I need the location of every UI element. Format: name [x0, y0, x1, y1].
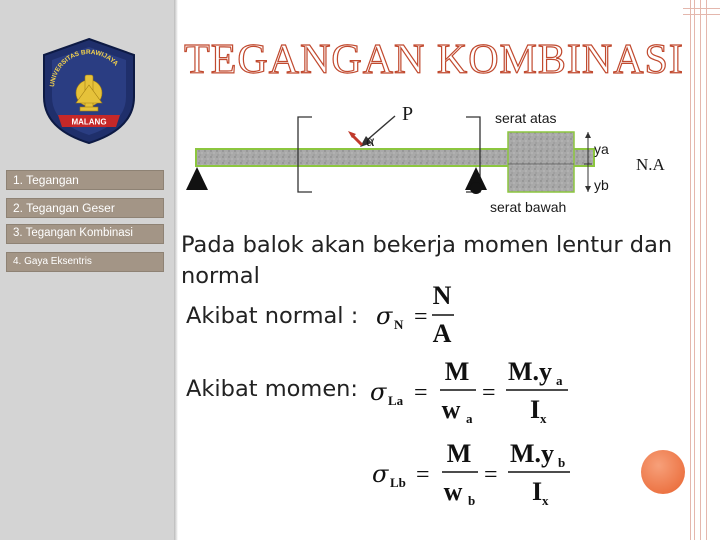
formula-bottom-fiber	[368, 436, 582, 516]
load-label: P	[402, 103, 414, 125]
svg-text:=: =	[416, 462, 430, 488]
moment-label: Akibat momen:	[186, 376, 359, 402]
svg-text:M: M	[444, 357, 470, 386]
frame-line	[683, 14, 720, 15]
svg-text:b: b	[558, 455, 566, 470]
frame-line	[706, 0, 707, 540]
body-text-line-1: Pada balok akan bekerja momen lentur dan	[181, 232, 673, 258]
svg-text:x: x	[540, 411, 547, 426]
formula-normal	[370, 282, 470, 346]
svg-text:MALANG: MALANG	[71, 117, 107, 127]
decorative-circle-icon	[641, 450, 685, 494]
sigma-symbol: σ	[376, 302, 393, 330]
university-logo-icon	[40, 37, 138, 145]
svg-text:M.y: M.y	[510, 439, 555, 468]
top-fiber-label: serat atas	[495, 110, 557, 126]
equals-sign: =	[414, 304, 428, 330]
svg-text:UNIVERSITAS BRAWIJAYA: UNIVERSITAS BRAWIJAYA	[49, 48, 120, 88]
sidebar-item-tegangan-geser[interactable]: 2. Tegangan Geser	[6, 198, 164, 218]
svg-text:w: w	[443, 477, 463, 506]
svg-text:=: =	[414, 380, 428, 406]
frame-line	[683, 8, 720, 9]
numerator: N	[432, 282, 452, 310]
frame-line	[700, 0, 701, 540]
svg-text:M.y: M.y	[508, 357, 553, 386]
sidebar-item-tegangan[interactable]: 1. Tegangan	[6, 170, 164, 190]
beam-diagram	[180, 100, 700, 210]
page-title: TEGANGAN KOMBINASI	[184, 37, 684, 83]
svg-text:w: w	[441, 395, 461, 424]
svg-text:a: a	[556, 373, 563, 388]
sidebar-item-tegangan-kombinasi[interactable]: 3. Tegangan Kombinasi	[6, 224, 164, 244]
neutral-axis-label: N.A	[636, 155, 665, 174]
formula-top-fiber	[366, 354, 580, 430]
svg-text:x: x	[542, 493, 549, 508]
svg-text:b: b	[468, 493, 476, 508]
denominator: A	[432, 319, 452, 346]
sidebar-item-gaya-eksentris[interactable]: 4. Gaya Eksentris	[6, 252, 164, 272]
svg-text:=: =	[484, 462, 498, 488]
cross-section	[508, 132, 574, 192]
svg-text:La: La	[388, 393, 404, 408]
bottom-fiber-label: serat bawah	[490, 199, 567, 215]
svg-text:σ: σ	[370, 378, 387, 406]
subscript: N	[394, 317, 404, 332]
svg-text:σ: σ	[372, 460, 389, 488]
svg-text:I: I	[532, 477, 543, 506]
ya-label: ya	[594, 141, 609, 157]
pin-support-icon	[186, 167, 208, 190]
svg-text:=: =	[482, 380, 496, 406]
svg-text:I: I	[530, 395, 541, 424]
yb-label: yb	[594, 177, 609, 193]
normal-label: Akibat normal :	[186, 303, 359, 329]
body-text-line-2: normal	[181, 263, 260, 289]
svg-text:a: a	[466, 411, 473, 426]
svg-text:Lb: Lb	[390, 475, 406, 490]
angle-label: α	[366, 133, 375, 150]
svg-text:M: M	[446, 439, 472, 468]
